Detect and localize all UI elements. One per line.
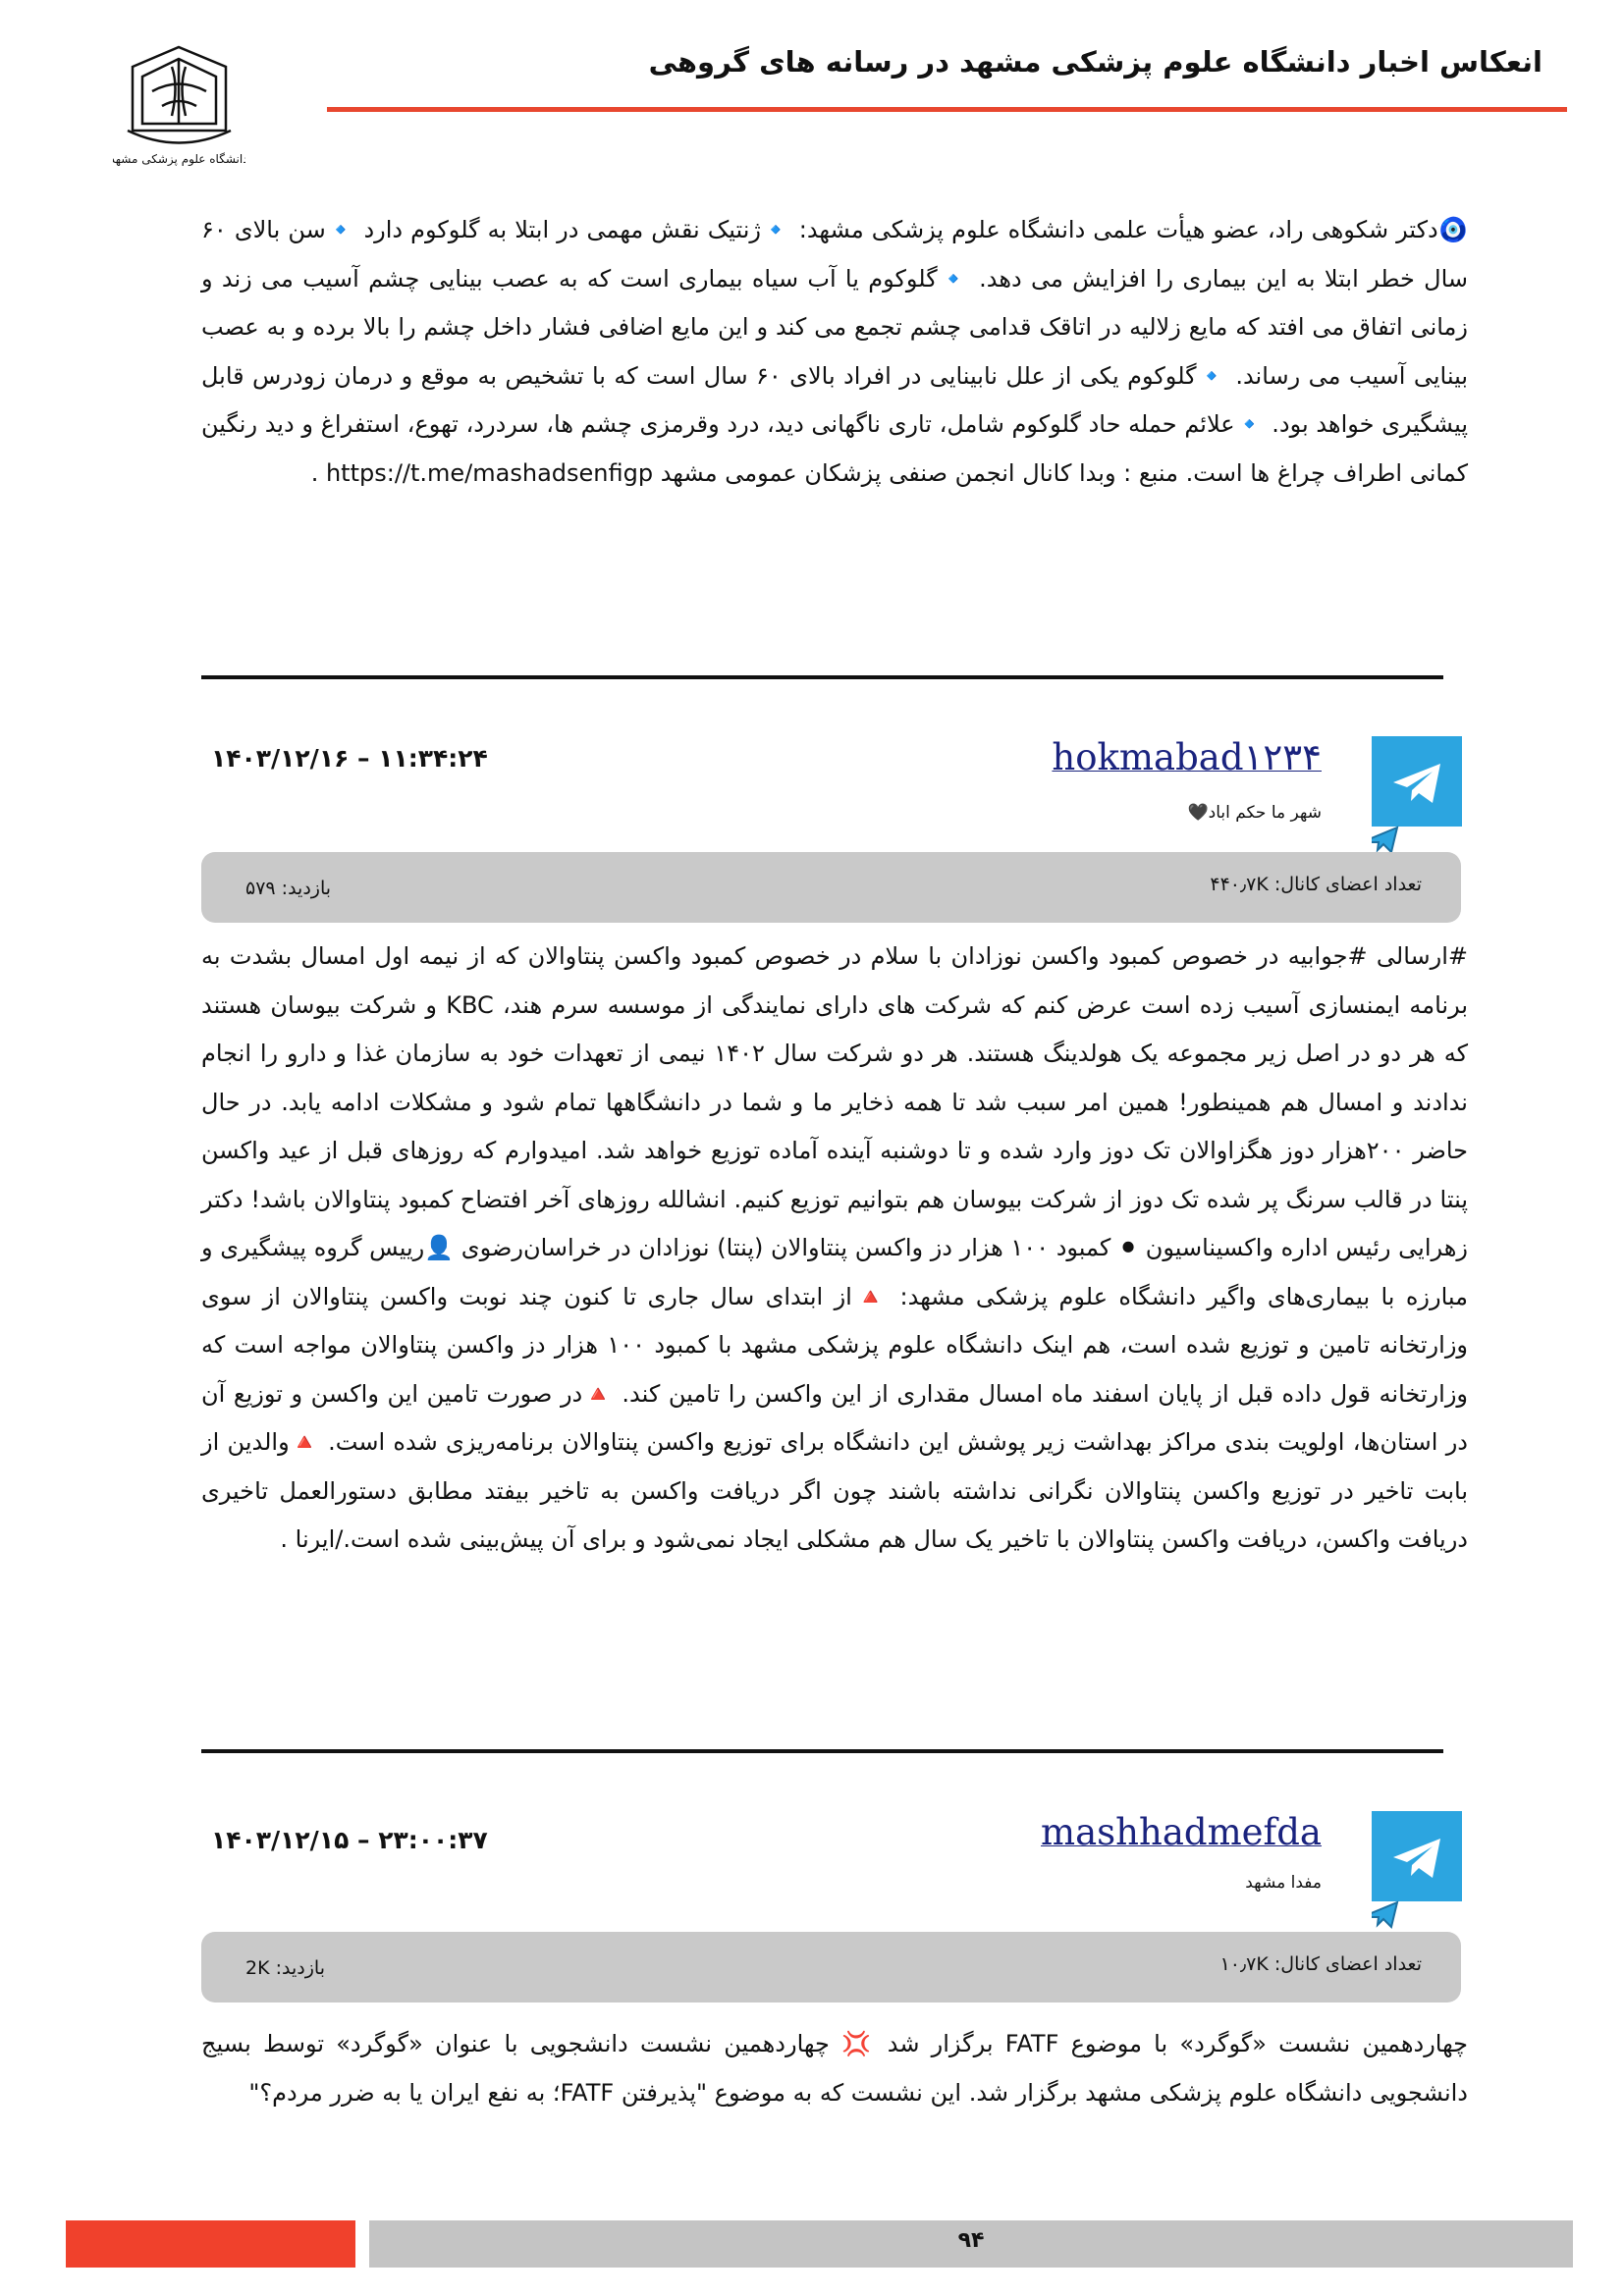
footer-accent-bar xyxy=(66,2220,355,2268)
view-count: بازدید: 2K xyxy=(245,1957,325,1979)
page-number: ۹۴ xyxy=(957,2228,985,2253)
member-count: تعداد اعضای کانال: ۱۰٫۷K xyxy=(1219,1953,1422,1975)
header-accent-line xyxy=(327,107,1567,112)
post-stats-bar xyxy=(201,1932,1461,2002)
channel-name-link[interactable]: hokmabad۱۲۳۴ xyxy=(1052,736,1322,778)
post-divider xyxy=(201,1749,1443,1753)
member-count: تعداد اعضای کانال: ۴۴۰٫۷K xyxy=(1210,874,1422,895)
telegram-icon xyxy=(1372,1811,1460,1899)
post-body: چهاردهمین نشست «گوگرد» با موضوع FATF برگزار شد 💢 چهاردهمین نشست دانشجویی با عنوان «گوگرد» توسط بسیج دانشجویی دانشگاه علوم پزشکی مشهد برگزار شد. این نشست که به موضوع "پذیرفتن FATF؛ به نفع ایران یا به ضرر مردم؟" xyxy=(201,2030,1468,2107)
previous-post-body: 🧿دکتر شکوهی راد، عضو هیأت علمی دانشگاه علوم پزشکی مشهد: 🔹ژنتیک نقش مهمی در ابتلا به گلوکوم دارد 🔹سن بالای ۶۰ سال خطر ابتلا به این بیماری را افزایش می دهد. 🔹گلوکوم یا آب سیاه بیماری است که به عصب بینایی چشم آسیب می زند و زمانی اتفاق می افتد که مایع زلالیه در اتاقک قدامی چشم تجمع می کند و این مایع اضافی فشار داخل چشم را بالا برده و به عصب بینایی آسیب می رساند. 🔹گلوکوم یکی از علل نابینایی در افراد بالای ۶۰ سال است که با تشخیص به موقع و درمان زودرس قابل پیشگیری خواهد بود. 🔹علائم حمله حاد گلوکوم شامل، تاری ناگهانی دید، درد وقرمزی چشم ها، سردرد، تهوع، استفراغ و دید رنگین کمانی اطراف چراغ ها است. منبع : وبدا کانال انجمن صنفی پزشکان عمومی مشهد https://t.me/mashadsenfigp . xyxy=(201,216,1468,487)
view-count: بازدید: ۵۷۹ xyxy=(245,878,332,899)
post-body: #ارسالی #جوابیه در خصوص کمبود واکسن نوزادان با سلام در خصوص کمبود واکسن پنتاوالان که از نیمه اول امسال بشدت به برنامه ایمنسازی آسیب زده است عرض کنم که شرکت های دارای نمایندگی از موسسه سرم هند، KBC و شرکت بیوسان هستند که هر دو در اصل زیر مجموعه یک هولدینگ هستند. هر دو شرکت سال ۱۴۰۲ نیمی از تعهدات خود به سازمان غذا و دارو را انجام ندادند و امسال هم همینطور! همین امر سبب شد تا همه ذخایر ما و شما در دانشگاهها تمام شود و مشکلات ادامه یابد. در حال حاضر ۲۰۰هزار دوز هگزاوالان تک دوز وارد شده و تا دوشنبه آینده آماده توزیع خواهد شد. امیدوارم که روزهای قبل از عید واکسن پنتا در قالب سرنگ پر شده تک دوز از شرکت بیوسان هم بتوانیم توزیع کنیم. انشالله روزهای آخر افتضاح کمبود پنتاوالان باشد! دکتر زهرایی رئیس اداره واکسیناسیون ⚫ کمبود ۱۰۰ هزار دز واکسن پنتاوالان (پنتا) نوزادان در خراسان‌رضوی 👤رییس گروه پیشگیری و مبارزه با بیماری‌های واگیر دانشگاه علوم پزشکی مشهد: 🔺از ابتدای سال جاری تا کنون چند نوبت واکسن پنتاوالان از سوی وزارتخانه تامین و توزیع شده است، هم اینک دانشگاه علوم پزشکی مشهد با کمبود ۱۰۰ هزار دز واکسن پنتاوالان مواجه است که وزارتخانه قول داده قبل از پایان اسفند ماه امسال مقداری از این واکسن را تامین کند. 🔺در صورت تامین این واکسن و توزیع آن در استان‌ها، اولویت بندی مراکز بهداشت زیر پوشش این دانشگاه برای توزیع واکسن پنتاوالان برنامه‌ریزی شده است. 🔺والدین از بابت تاخیر در توزیع واکسن پنتاوالان نگرانی نداشته باشند چون اگر دریافت واکسن به تاخیر بیفتد مطابق دستورالعمل تاخیری دریافت واکسن، دریافت واکسن پنتاوالان با تاخیر یک سال هم مشکلی ایجاد نمی‌شود و برای آن پیش‌بینی شده است./ایرنا . xyxy=(201,942,1469,1553)
channel-subtitle: مفدا مشهد xyxy=(1245,1873,1322,1893)
channel-name-link[interactable]: mashhadmefda xyxy=(1041,1811,1322,1853)
post-divider xyxy=(201,675,1443,679)
post-datetime: ۱۴۰۳/۱۲/۱۵ – ۲۳:۰۰:۳۷ xyxy=(211,1826,488,1854)
university-logo xyxy=(113,37,245,170)
channel-subtitle: شهر ما حکم اباد🖤 xyxy=(1187,803,1322,823)
logo-text: دانشگاه علوم پزشکی مشهد xyxy=(113,152,245,166)
page-header-title: انعکاس اخبار دانشگاه علوم پزشکی مشهد در رسانه های گروهی xyxy=(648,45,1543,79)
post-datetime: ۱۴۰۳/۱۲/۱۶ – ۱۱:۳۴:۲۴ xyxy=(211,744,488,773)
telegram-icon xyxy=(1372,736,1460,825)
post-stats-bar xyxy=(201,852,1461,923)
